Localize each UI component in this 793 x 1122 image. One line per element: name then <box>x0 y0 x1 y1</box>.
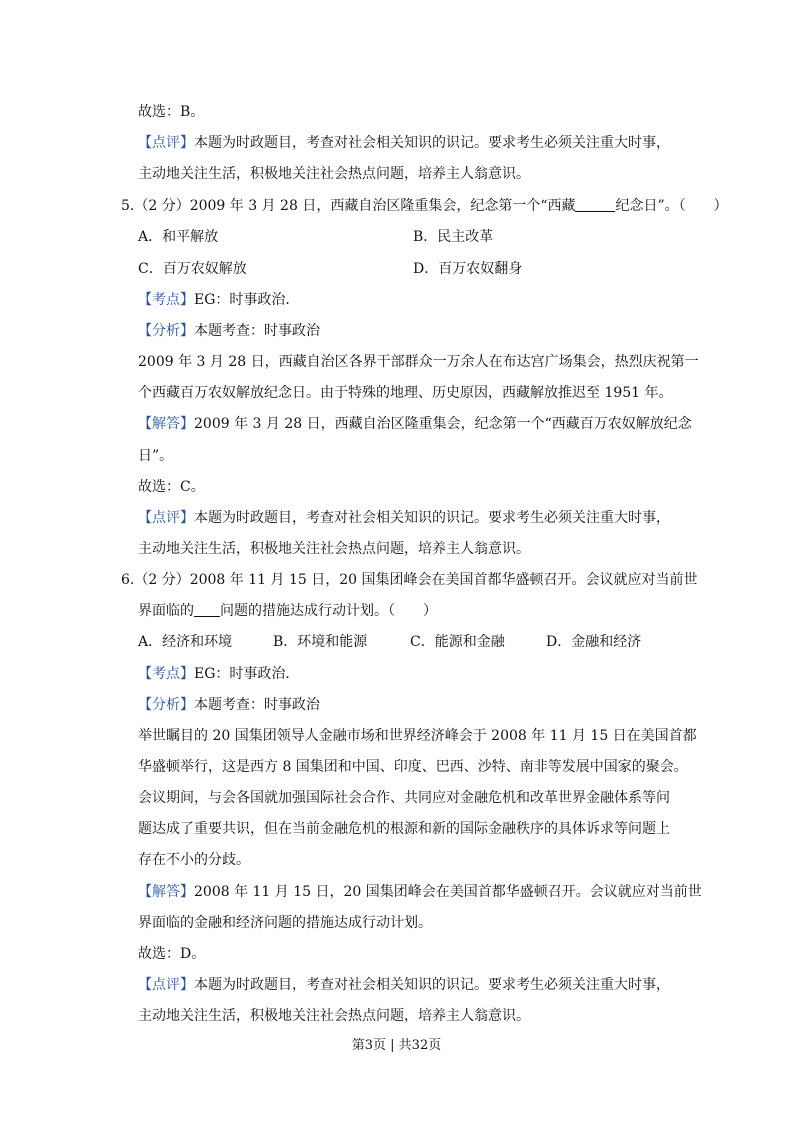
q5-answer: 故选：C。 <box>138 479 205 495</box>
q6-analysis-line-4: 题达成了重要共识，但在当前金融危机的根源和新的国际金融秩序的具体诉求等问题上 <box>138 821 670 837</box>
prev-answer: 故选：B。 <box>138 104 205 120</box>
answer-blank <box>194 602 220 617</box>
q5-kaodian: 【考点】EG：时事政治． <box>138 292 300 308</box>
q6-fenxi: 【分析】本题考查：时事政治 <box>138 697 320 713</box>
q5-option-d: D．百万农奴翻身 <box>413 261 523 277</box>
q6-analysis-line-3: 会议期间，与会各国就加强国际社会合作、共同应对金融危机和改革世界金融体系等问 <box>138 790 670 806</box>
q5-option-c: C．百万农奴解放 <box>138 261 247 277</box>
q6-kaodian: 【考点】EG：时事政治． <box>138 666 300 682</box>
prev-comment-line-1: 【点评】本题为时政题目，考查对社会相关知识的识记。要求考生必须关注重大时事， <box>138 135 670 151</box>
q6-comment-line-2: 主动地关注生活，积极地关注社会热点问题，培养主人翁意识。 <box>138 1008 530 1024</box>
q5-fenxi: 【分析】本题考查：时事政治 <box>138 323 320 339</box>
q5-jieda-line-2: 日”。 <box>138 448 174 464</box>
q5-jieda-line-1: 【解答】2009 年 3 月 28 日，西藏自治区隆重集会，纪念第一个“西藏百万农奴解放纪念 <box>138 416 692 432</box>
q5-analysis-line-2: 个西藏百万农奴解放纪念日。由于特殊的地理、历史原因，西藏解放推迟至 1951 年。 <box>138 385 673 401</box>
comment-tag: 【点评】 <box>138 135 194 151</box>
q5-stem: 5.（2 分）2009 年 3 月 28 日，西藏自治区隆重集会，纪念第一个“西藏 纪念日”。（ ） <box>121 198 728 214</box>
q6-option-d: D．金融和经济 <box>546 634 642 650</box>
q6-answer: 故选：D。 <box>138 946 206 962</box>
q5-option-a: A．和平解放 <box>138 229 219 245</box>
q6-analysis-line-2: 华盛顿举行，这是西方 8 国集团和中国、印度、巴西、沙特、南非等发展中国家的聚会。 <box>138 759 688 775</box>
q6-option-c: C．能源和金融 <box>410 634 505 650</box>
q5-comment-line-2: 主动地关注生活，积极地关注社会热点问题，培养主人翁意识。 <box>138 541 530 557</box>
q6-option-b: B．环境和能源 <box>273 634 368 650</box>
prev-comment-line-2: 主动地关注生活，积极地关注社会热点问题，培养主人翁意识。 <box>138 166 530 182</box>
q6-jieda-line-1: 【解答】2008 年 11 月 15 日，20 国集团峰会在美国首都华盛顿召开。会议就应对当前世 <box>138 884 702 900</box>
q6-stem-line-2: 界面临的 问题的措施达成行动计划。（ ） <box>138 603 437 619</box>
q6-analysis-line-5: 存在不小的分歧。 <box>138 852 250 868</box>
q6-comment-line-1: 【点评】本题为时政题目，考查对社会相关知识的识记。要求考生必须关注重大时事， <box>138 977 670 993</box>
q5-comment-line-1: 【点评】本题为时政题目，考查对社会相关知识的识记。要求考生必须关注重大时事， <box>138 510 670 526</box>
page-footer: 第3页 | 共32页 <box>351 1038 442 1053</box>
q6-stem-line-1: 6.（2 分）2008 年 11 月 15 日，20 国集团峰会在美国首都华盛顿召开。会议就应对当前世 <box>121 572 698 588</box>
q6-jieda-line-2: 界面临的金融和经济问题的措施达成行动计划。 <box>138 915 432 931</box>
answer-blank <box>575 197 615 212</box>
q6-analysis-line-1: 举世瞩目的 20 国集团领导人金融市场和世界经济峰会于 2008 年 11 月 15 日在美国首都 <box>138 728 697 744</box>
q6-option-a: A．经济和环境 <box>138 634 233 650</box>
q5-option-b: B．民主改革 <box>413 229 494 245</box>
q5-analysis-line-1: 2009 年 3 月 28 日，西藏自治区各界干部群众一万余人在布达宫广场集会，热烈庆祝第一 <box>138 354 699 370</box>
